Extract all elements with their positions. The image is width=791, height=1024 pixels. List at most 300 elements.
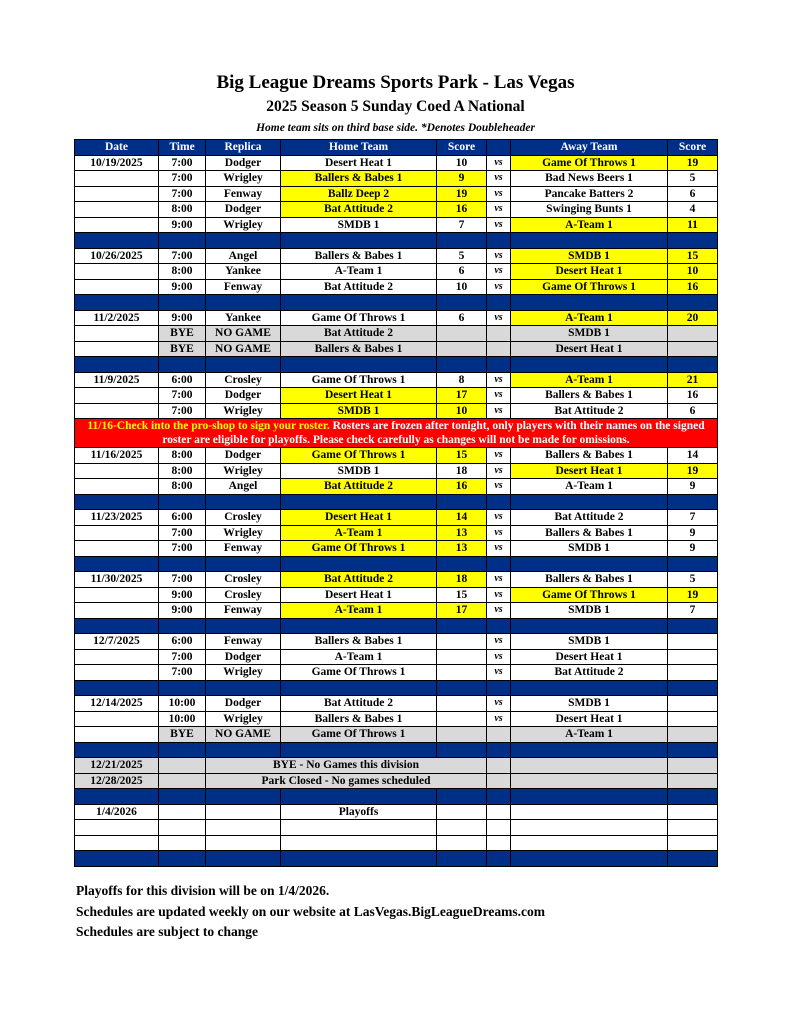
separator-cell (487, 357, 511, 373)
away-score-cell: 16 (668, 388, 718, 404)
col-header-away-score: Score (668, 140, 718, 156)
away-score-cell: 21 (668, 372, 718, 388)
date-cell (75, 403, 159, 419)
replica-cell: Dodger (206, 202, 281, 218)
info-row (75, 773, 718, 789)
game-row (75, 510, 718, 526)
roster-notice-text: Rosters are frozen after tonight, only players with their names on the signed roster are eligible for playoffs. Please check carefully as changes will not be made for omissions. (162, 420, 705, 446)
away-score-cell (668, 341, 718, 357)
week-separator-row (75, 233, 718, 249)
away-team-cell: A-Team 1 (511, 217, 668, 233)
separator-cell (487, 618, 511, 634)
date-cell (75, 326, 159, 342)
away-score-cell: 16 (668, 279, 718, 295)
info-row (75, 758, 718, 774)
away-team-cell: SMDB 1 (511, 326, 668, 342)
date-cell (75, 727, 159, 743)
date-cell (75, 587, 159, 603)
away-team-cell: Game Of Throws 1 (511, 155, 668, 171)
empty-cell (75, 835, 159, 851)
game-row (75, 279, 718, 295)
replica-cell: Crosley (206, 372, 281, 388)
away-score-cell (668, 758, 718, 774)
vs-cell (487, 326, 511, 342)
separator-cell (668, 494, 718, 510)
empty-cell (159, 835, 206, 851)
home-team-cell: Bat Attitude 2 (281, 696, 437, 712)
game-row (75, 711, 718, 727)
replica-cell: Fenway (206, 279, 281, 295)
game-row (75, 541, 718, 557)
page-title: Big League Dreams Sports Park - Las Vegas (216, 72, 575, 93)
away-score-cell: 9 (668, 479, 718, 495)
vs-cell: vs (487, 155, 511, 171)
home-team-cell: Ballers & Babes 1 (281, 634, 437, 650)
separator-cell (206, 680, 281, 696)
away-team-cell: Pancake Batters 2 (511, 186, 668, 202)
home-team-cell: Game Of Throws 1 (281, 541, 437, 557)
vs-cell: vs (487, 202, 511, 218)
time-cell: BYE (159, 326, 206, 342)
home-team-cell: Bat Attitude 2 (281, 572, 437, 588)
away-team-cell: SMDB 1 (511, 541, 668, 557)
vs-cell: vs (487, 711, 511, 727)
game-row (75, 525, 718, 541)
vs-cell: vs (487, 372, 511, 388)
replica-cell: NO GAME (206, 341, 281, 357)
home-score-cell: 17 (437, 388, 487, 404)
empty-cell (206, 820, 281, 836)
home-score-cell: 15 (437, 587, 487, 603)
time-cell: 7:00 (159, 388, 206, 404)
separator-cell (281, 494, 437, 510)
home-team-cell: Bat Attitude 2 (281, 326, 437, 342)
separator-cell (668, 789, 718, 805)
home-team-cell: Desert Heat 1 (281, 155, 437, 171)
separator-cell (487, 742, 511, 758)
home-team-cell: Bat Attitude 2 (281, 202, 437, 218)
separator-cell (511, 357, 668, 373)
vs-cell: vs (487, 310, 511, 326)
separator-cell (437, 618, 487, 634)
roster-notice-lead: 11/16-Check into the pro-shop to sign your roster. (87, 420, 330, 432)
separator-cell (668, 556, 718, 572)
vs-cell: vs (487, 587, 511, 603)
separator-cell (206, 742, 281, 758)
away-team-cell: SMDB 1 (511, 634, 668, 650)
home-score-cell: 6 (437, 264, 487, 280)
home-team-cell: SMDB 1 (281, 217, 437, 233)
replica-cell: Fenway (206, 541, 281, 557)
col-header-home-team: Home Team (281, 140, 437, 156)
time-cell: 7:00 (159, 171, 206, 187)
schedule-table (74, 139, 718, 867)
date-cell (75, 202, 159, 218)
home-score-cell (437, 696, 487, 712)
vs-cell: vs (487, 525, 511, 541)
game-row (75, 572, 718, 588)
date-cell (75, 341, 159, 357)
separator-cell (206, 494, 281, 510)
replica-cell: Wrigley (206, 171, 281, 187)
away-team-cell: Game Of Throws 1 (511, 279, 668, 295)
time-cell: 7:00 (159, 186, 206, 202)
game-row (75, 186, 718, 202)
separator-cell (668, 295, 718, 311)
date-cell: 11/30/2025 (75, 572, 159, 588)
replica-cell: Crosley (206, 587, 281, 603)
away-team-cell: Bat Attitude 2 (511, 510, 668, 526)
separator-cell (75, 357, 159, 373)
date-cell (75, 603, 159, 619)
game-row (75, 217, 718, 233)
date-cell (75, 463, 159, 479)
replica-cell: Angel (206, 248, 281, 264)
separator-cell (668, 851, 718, 867)
away-score-cell: 6 (668, 186, 718, 202)
vs-cell: vs (487, 510, 511, 526)
away-score-cell: 15 (668, 248, 718, 264)
home-score-cell: 10 (437, 403, 487, 419)
home-team-cell: Desert Heat 1 (281, 388, 437, 404)
time-cell: 8:00 (159, 202, 206, 218)
replica-cell: NO GAME (206, 727, 281, 743)
home-score-cell: 18 (437, 572, 487, 588)
date-cell: 11/16/2025 (75, 448, 159, 464)
home-score-cell: 19 (437, 186, 487, 202)
separator-cell (281, 851, 437, 867)
away-team-cell: SMDB 1 (511, 696, 668, 712)
vs-cell: vs (487, 463, 511, 479)
home-score-cell: 7 (437, 217, 487, 233)
empty-cell (487, 820, 511, 836)
separator-cell (668, 680, 718, 696)
time-cell (159, 773, 206, 789)
away-score-cell: 5 (668, 572, 718, 588)
col-header-vs (487, 140, 511, 156)
home-team-cell: Desert Heat 1 (281, 587, 437, 603)
home-score-cell: 13 (437, 525, 487, 541)
separator-cell (487, 851, 511, 867)
game-row (75, 463, 718, 479)
home-team-cell: A-Team 1 (281, 264, 437, 280)
vs-cell: vs (487, 479, 511, 495)
separator-cell (281, 742, 437, 758)
away-score-cell: 19 (668, 587, 718, 603)
separator-cell (75, 494, 159, 510)
empty-cell (668, 820, 718, 836)
game-row (75, 634, 718, 650)
date-cell (75, 186, 159, 202)
replica-cell: Dodger (206, 155, 281, 171)
replica-cell: Wrigley (206, 665, 281, 681)
vs-cell (487, 804, 511, 820)
time-cell: 6:00 (159, 510, 206, 526)
separator-cell (487, 556, 511, 572)
replica-cell: Wrigley (206, 403, 281, 419)
date-cell: 12/14/2025 (75, 696, 159, 712)
replica-cell: Wrigley (206, 711, 281, 727)
away-score-cell (668, 773, 718, 789)
week-separator-row (75, 789, 718, 805)
game-row (75, 696, 718, 712)
home-score-cell (437, 326, 487, 342)
date-cell: 11/23/2025 (75, 510, 159, 526)
playoff-row (75, 804, 718, 820)
date-cell (75, 388, 159, 404)
separator-cell (511, 680, 668, 696)
home-team-cell: Ballers & Babes 1 (281, 711, 437, 727)
empty-cell (487, 835, 511, 851)
away-team-cell: Ballers & Babes 1 (511, 572, 668, 588)
away-score-cell: 7 (668, 603, 718, 619)
home-score-cell: 17 (437, 603, 487, 619)
home-score-cell: 8 (437, 372, 487, 388)
time-cell: 9:00 (159, 587, 206, 603)
separator-cell (159, 295, 206, 311)
separator-cell (75, 618, 159, 634)
date-cell (75, 479, 159, 495)
bye-row (75, 326, 718, 342)
separator-cell (75, 556, 159, 572)
separator-cell (668, 357, 718, 373)
separator-cell (159, 494, 206, 510)
empty-cell (281, 820, 437, 836)
roster-notice (75, 419, 718, 448)
vs-cell: vs (487, 388, 511, 404)
game-row (75, 665, 718, 681)
away-team-cell (511, 758, 668, 774)
away-score-cell (668, 649, 718, 665)
replica-cell: Fenway (206, 186, 281, 202)
time-cell: 9:00 (159, 603, 206, 619)
vs-cell: vs (487, 665, 511, 681)
blank-row (75, 820, 718, 836)
week-separator-row (75, 742, 718, 758)
home-score-cell (437, 649, 487, 665)
time-cell: 9:00 (159, 279, 206, 295)
time-cell: BYE (159, 341, 206, 357)
away-score-cell: 19 (668, 155, 718, 171)
vs-cell: vs (487, 603, 511, 619)
home-score-cell: 16 (437, 202, 487, 218)
vs-cell: vs (487, 403, 511, 419)
away-team-cell: A-Team 1 (511, 310, 668, 326)
schedule-body (75, 155, 718, 866)
home-team-cell: Game Of Throws 1 (281, 727, 437, 743)
separator-cell (487, 789, 511, 805)
home-score-cell: 10 (437, 279, 487, 295)
home-team-cell: Desert Heat 1 (281, 510, 437, 526)
separator-cell (159, 680, 206, 696)
date-cell: 11/2/2025 (75, 310, 159, 326)
vs-cell: vs (487, 279, 511, 295)
home-score-cell (437, 711, 487, 727)
separator-cell (159, 789, 206, 805)
time-cell: 8:00 (159, 448, 206, 464)
game-row (75, 155, 718, 171)
vs-cell: vs (487, 171, 511, 187)
time-cell: 8:00 (159, 479, 206, 495)
separator-cell (511, 233, 668, 249)
away-score-cell: 19 (668, 463, 718, 479)
bye-row (75, 341, 718, 357)
home-score-cell (437, 727, 487, 743)
date-cell: 10/19/2025 (75, 155, 159, 171)
game-row (75, 388, 718, 404)
bye-row (75, 727, 718, 743)
empty-cell (668, 835, 718, 851)
home-score-cell: 6 (437, 310, 487, 326)
separator-cell (281, 789, 437, 805)
vs-cell: vs (487, 541, 511, 557)
separator-cell (511, 295, 668, 311)
away-score-cell: 20 (668, 310, 718, 326)
game-row (75, 248, 718, 264)
away-score-cell: 10 (668, 264, 718, 280)
separator-cell (281, 295, 437, 311)
home-team-cell: A-Team 1 (281, 603, 437, 619)
home-team-cell: SMDB 1 (281, 403, 437, 419)
separator-cell (437, 851, 487, 867)
date-cell (75, 541, 159, 557)
separator-cell (487, 233, 511, 249)
home-team-cell: Ballers & Babes 1 (281, 171, 437, 187)
separator-cell (206, 233, 281, 249)
away-score-cell (668, 326, 718, 342)
game-row (75, 372, 718, 388)
game-row (75, 403, 718, 419)
time-cell (159, 758, 206, 774)
separator-cell (159, 556, 206, 572)
away-team-cell: Desert Heat 1 (511, 649, 668, 665)
away-team-cell (511, 804, 668, 820)
away-score-cell (668, 665, 718, 681)
replica-cell: Dodger (206, 388, 281, 404)
home-score-cell (437, 804, 487, 820)
date-cell (75, 525, 159, 541)
separator-cell (75, 851, 159, 867)
home-team-cell: SMDB 1 (281, 463, 437, 479)
away-score-cell: 9 (668, 541, 718, 557)
time-cell: 6:00 (159, 372, 206, 388)
week-separator-row (75, 295, 718, 311)
vs-cell: vs (487, 448, 511, 464)
time-cell: 6:00 (159, 634, 206, 650)
vs-cell: vs (487, 264, 511, 280)
info-message: Park Closed - No games scheduled (206, 773, 487, 789)
vs-cell: vs (487, 572, 511, 588)
away-score-cell (668, 727, 718, 743)
separator-cell (487, 680, 511, 696)
game-row (75, 649, 718, 665)
separator-cell (159, 742, 206, 758)
separator-cell (159, 851, 206, 867)
away-score-cell (668, 711, 718, 727)
col-header-time: Time (159, 140, 206, 156)
away-score-cell (668, 804, 718, 820)
time-cell: 10:00 (159, 696, 206, 712)
time-cell: 7:00 (159, 248, 206, 264)
separator-cell (281, 357, 437, 373)
away-team-cell: Bat Attitude 2 (511, 665, 668, 681)
home-team-cell: A-Team 1 (281, 649, 437, 665)
game-row (75, 448, 718, 464)
week-separator-row (75, 851, 718, 867)
separator-cell (159, 618, 206, 634)
time-cell: 9:00 (159, 217, 206, 233)
time-cell: 8:00 (159, 463, 206, 479)
home-score-cell: 14 (437, 510, 487, 526)
home-team-cell: Ballz Deep 2 (281, 186, 437, 202)
separator-cell (75, 295, 159, 311)
home-team-cell: Game Of Throws 1 (281, 448, 437, 464)
home-score-cell: 15 (437, 448, 487, 464)
time-cell: 7:00 (159, 572, 206, 588)
time-cell: 7:00 (159, 525, 206, 541)
empty-cell (437, 820, 487, 836)
away-team-cell: A-Team 1 (511, 479, 668, 495)
time-cell: 7:00 (159, 541, 206, 557)
time-cell: 7:00 (159, 403, 206, 419)
separator-cell (437, 233, 487, 249)
vs-cell: vs (487, 696, 511, 712)
separator-cell (281, 233, 437, 249)
separator-cell (281, 556, 437, 572)
info-message: BYE - No Games this division (206, 758, 487, 774)
date-cell: 12/7/2025 (75, 634, 159, 650)
replica-cell: Dodger (206, 649, 281, 665)
game-row (75, 587, 718, 603)
date-cell: 12/28/2025 (75, 773, 159, 789)
date-cell: 10/26/2025 (75, 248, 159, 264)
home-team-cell: Ballers & Babes 1 (281, 248, 437, 264)
time-cell: 10:00 (159, 711, 206, 727)
time-cell: 7:00 (159, 665, 206, 681)
replica-cell: Yankee (206, 264, 281, 280)
separator-cell (487, 295, 511, 311)
separator-cell (75, 680, 159, 696)
separator-cell (668, 618, 718, 634)
blank-row (75, 835, 718, 851)
roster-notice-row (75, 419, 718, 448)
separator-cell (437, 680, 487, 696)
vs-cell: vs (487, 649, 511, 665)
separator-cell (75, 233, 159, 249)
date-cell: 1/4/2026 (75, 804, 159, 820)
replica-cell: Crosley (206, 510, 281, 526)
date-cell (75, 264, 159, 280)
away-team-cell: Desert Heat 1 (511, 264, 668, 280)
replica-cell: Fenway (206, 634, 281, 650)
away-team-cell: Bat Attitude 2 (511, 403, 668, 419)
date-cell (75, 711, 159, 727)
away-team-cell: Ballers & Babes 1 (511, 525, 668, 541)
vs-cell (487, 773, 511, 789)
replica-cell: Fenway (206, 603, 281, 619)
away-team-cell (511, 773, 668, 789)
empty-cell (159, 820, 206, 836)
date-cell (75, 171, 159, 187)
away-team-cell: Ballers & Babes 1 (511, 448, 668, 464)
col-header-date: Date (75, 140, 159, 156)
home-score-cell: 9 (437, 171, 487, 187)
separator-cell (511, 494, 668, 510)
time-cell: BYE (159, 727, 206, 743)
footer-playoffs-note: Playoffs for this division will be on 1/4/2026. (76, 883, 330, 898)
home-team-cell: Game Of Throws 1 (281, 372, 437, 388)
away-score-cell (668, 634, 718, 650)
